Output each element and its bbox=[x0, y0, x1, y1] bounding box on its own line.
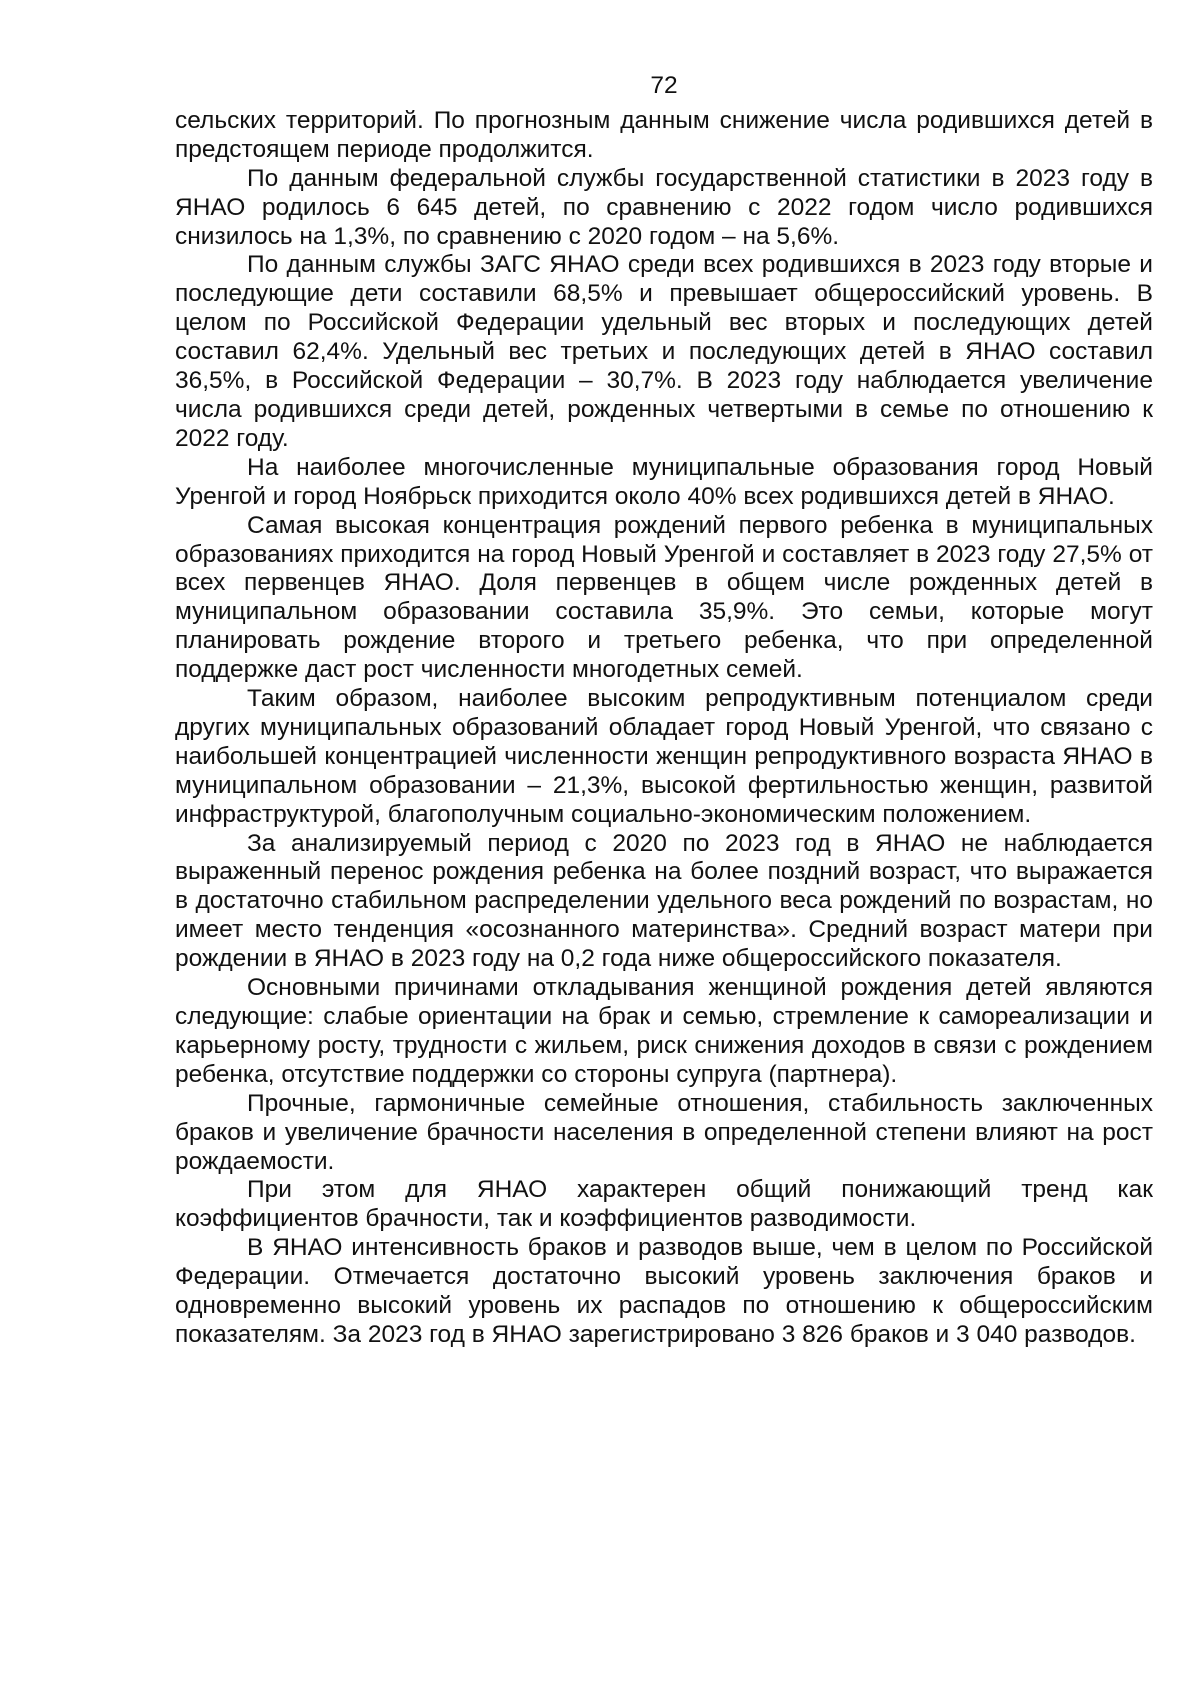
paragraph-10: При этом для ЯНАО характерен общий понижающий тренд как коэффициентов брачности, так и коэффициентов разводимости. bbox=[175, 1176, 1153, 1233]
paragraph-11: В ЯНАО интенсивность браков и разводов выше, чем в целом по Российской Федерации. Отмечается достаточно высокий уровень заключения браков и одновременно высокий уровень их распадов по отношению к общероссийским показателям. За 2023 год в ЯНАО зарегистрировано 3 826 браков и 3 040 разводов. bbox=[175, 1234, 1153, 1348]
page-number-text: 72 bbox=[650, 72, 678, 99]
page-number bbox=[175, 72, 1153, 101]
paragraph-5: Самая высокая концентрация рождений первого ребенка в муниципальных образованиях приходится на город Новый Уренгой и составляет в 2023 году 27,5% от всех первенцев ЯНАО. Доля первенцев в общем числе рожденных детей в муниципальном образовании составила 35,9%. Это семьи, которые могут планировать рождение второго и третьего ребенка, что при определенной поддержке даст рост численности многодетных семей. bbox=[175, 511, 1153, 684]
paragraph-4: На наиболее многочисленные муниципальные образования город Новый Уренгой и город Ноябрьск приходится около 40% всех родившихся детей в ЯНАО. bbox=[175, 453, 1153, 510]
paragraph-6: Таким образом, наиболее высоким репродуктивным потенциалом среди других муниципальных образований обладает город Новый Уренгой, что связано с наибольшей концентрацией численности женщин репродуктивного возраста ЯНАО в муниципальном образовании – 21,3%, высокой фертильностью женщин, развитой инфраструктурой, благополучным социально-экономическим положением. bbox=[175, 685, 1153, 828]
paragraph-7: За анализируемый период с 2020 по 2023 год в ЯНАО не наблюдается выраженный перенос рождения ребенка на более поздний возраст, что выражается в достаточно стабильном распределении удельного веса рождений по возрастам, но имеет место тенденция «осознанного материнства». Средний возраст матери при рождении в ЯНАО в 2023 году на 0,2 года ниже общероссийского показателя. bbox=[175, 829, 1153, 973]
paragraph-2: По данным федеральной службы государственной статистики в 2023 году в ЯНАО родилось 6 645 детей, по сравнению с 2022 годом число родившихся снизилось на 1,3%, по сравнению с 2020 годом – на 5,6%. bbox=[175, 164, 1153, 250]
paragraph-8: Основными причинами откладывания женщиной рождения детей являются следующие: слабые ориентации на брак и семью, стремление к самореализации и карьерному росту, трудности с жильем, риск снижения доходов в связи с рождением ребенка, отсутствие поддержки со стороны супруга (партнера). bbox=[175, 974, 1153, 1088]
paragraph-9: Прочные, гармоничные семейные отношения, стабильность заключенных браков и увеличение брачности населения в определенной степени влияют на рост рождаемости. bbox=[175, 1089, 1153, 1175]
paragraph-1: сельских территорий. По прогнозным данным снижение числа родившихся детей в предстоящем периоде продолжится. bbox=[175, 106, 1153, 163]
paragraph-3: По данным службы ЗАГС ЯНАО среди всех родившихся в 2023 году вторые и последующие дети составили 68,5% и превышает общероссийский уровень. В целом по Российской Федерации удельный вес вторых и последующих детей составил 62,4%. Удельный вес третьих и последующих детей в ЯНАО составил 36,5%, в Российской Федерации – 30,7%. В 2023 году наблюдается увеличение числа родившихся среди детей, рожденных четвертыми в семье по отношению к 2022 году. bbox=[175, 251, 1153, 452]
body-text bbox=[175, 107, 1153, 1350]
